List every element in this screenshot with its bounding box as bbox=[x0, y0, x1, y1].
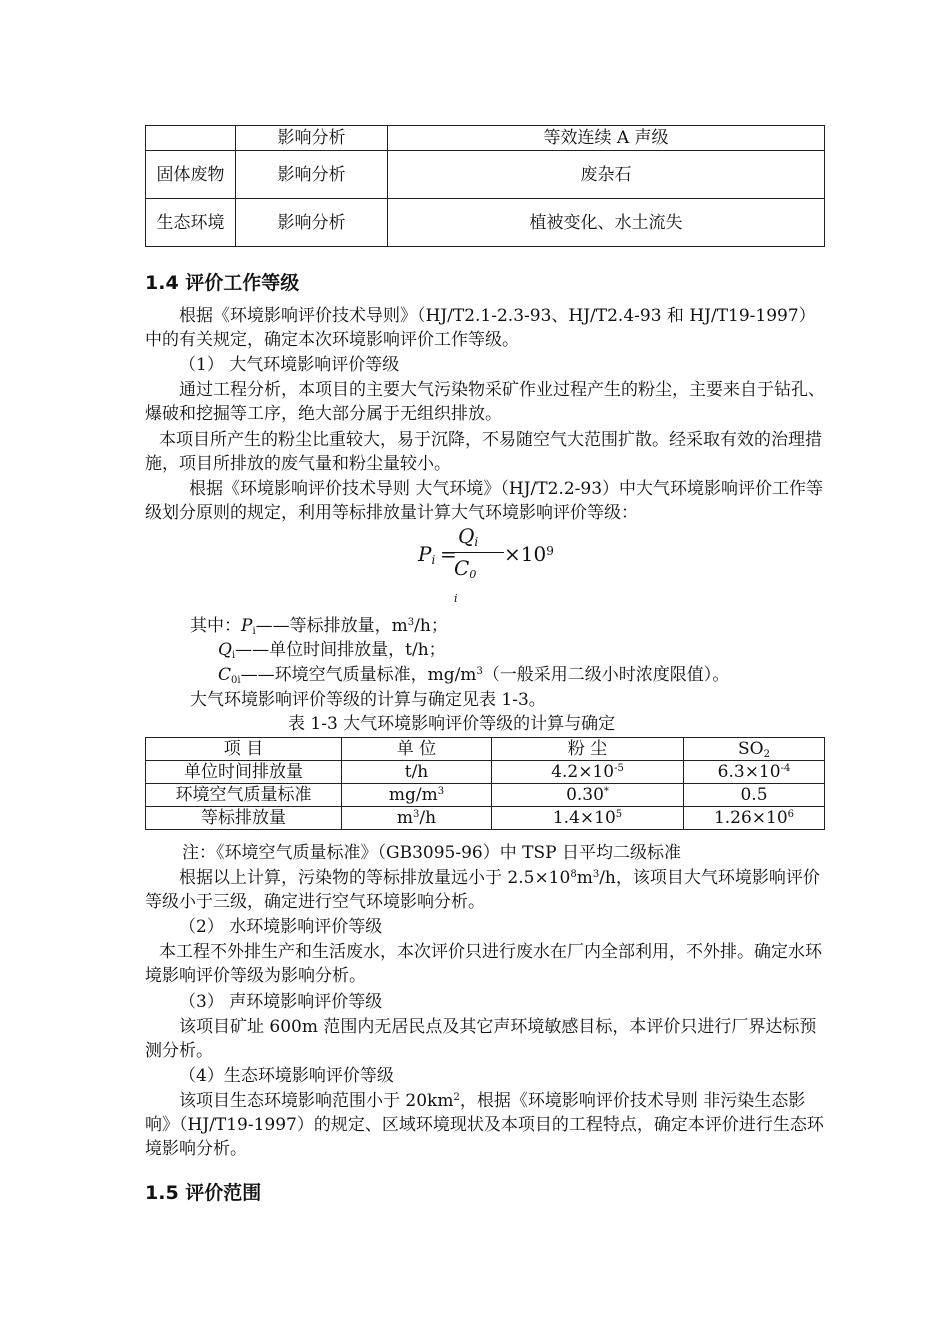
table-cell: 环境空气质量标准 bbox=[146, 784, 342, 807]
table-cell: 0.30* bbox=[492, 784, 684, 807]
table-cell bbox=[146, 126, 236, 151]
table-cell: 植被变化、水土流失 bbox=[388, 199, 825, 247]
table-cell: $4.2\times 10^{-5}$ bbox=[492, 761, 684, 784]
table-cell: 生态环境 bbox=[146, 199, 236, 247]
table-row bbox=[146, 807, 825, 830]
table-cell: $m^3/h$ bbox=[342, 807, 492, 830]
paragraph: 根据《环境影响评价技术导则 大气环境》（HJ/T2.2-93）中大气环境影响评价工作等级划分原则的规定，利用等标排放量计算大气环境影响评价等级： bbox=[145, 479, 824, 523]
air-grade-table bbox=[145, 737, 825, 830]
table-cell: t/h bbox=[342, 761, 492, 784]
subheading-ecology: （4）生态环境影响评价等级 bbox=[179, 1066, 394, 1086]
table-row bbox=[146, 151, 825, 199]
paragraph: 根据以上计算，污染物的等标排放量远小于 $2.5\times 10^8m^3/h$，该项目大气环境影响评价等级小于三级，确定进行空气环境影响分析。 bbox=[145, 868, 820, 912]
table-cell: 等效连续 A 声级 bbox=[388, 126, 825, 151]
paragraph: 根据《环境影响评价技术导则》（HJ/T2.1-2.3-93、HJ/T2.4-93 和 HJ/T19-1997）中的有关规定，确定本次环境影响评价工作等级。 bbox=[145, 306, 816, 350]
definition-qi: $Q_i——$单位时间排放量，t/h； bbox=[218, 640, 446, 661]
table-row bbox=[146, 761, 825, 784]
paragraph: 通过工程分析，本项目的主要大气污染物采矿作业过程产生的粉尘，主要来自于钻孔、爆破和挖掘等工序，绝大部分属于无组织排放。 bbox=[145, 380, 825, 424]
table-note: 注：《环境空气质量标准》（GB3095-96）中 TSP 日平均二级标准 bbox=[182, 843, 681, 863]
table-header: $SO_2$ bbox=[684, 738, 825, 761]
subheading-air: （1） 大气环境影响评价等级 bbox=[179, 355, 400, 375]
table-cell: 固体废物 bbox=[146, 151, 236, 199]
subheading-water: （2） 水环境影响评价等级 bbox=[179, 917, 383, 937]
table-header: 粉 尘 bbox=[492, 738, 684, 761]
table-cell: 等标排放量 bbox=[146, 807, 342, 830]
table-header-row bbox=[146, 738, 825, 761]
table-cell: 0.5 bbox=[684, 784, 825, 807]
section-heading-1-4: 1.4 评价工作等级 bbox=[145, 272, 300, 294]
definition-pi: 其中：$P_i——$等标排放量，$m^3/h$； bbox=[190, 616, 448, 637]
table-cell: 影响分析 bbox=[236, 126, 388, 151]
paragraph: 该项目生态环境影响范围小于 $20km^2$，根据《环境影响评价技术导则 非污染生态影响》（HJ/T19-1997）的规定、区域环境现状及本项目的工程特点，确定本评价进行生态环境影响分析。 bbox=[145, 1091, 824, 1159]
table-cell: 单位时间排放量 bbox=[146, 761, 342, 784]
subheading-noise: （3） 声环境影响评价等级 bbox=[179, 992, 383, 1012]
table-cell: $1.4\times 10^5$ bbox=[492, 807, 684, 830]
paragraph: 本工程不外排生产和生活废水，本次评价只进行废水在厂内全部利用，不外排。确定水环境影响评价等级为影响分析。 bbox=[145, 942, 822, 986]
table-cell: $6.3\times 10^{-4}$ bbox=[684, 761, 825, 784]
impact-table bbox=[145, 125, 825, 247]
paragraph: 本项目所产生的粉尘比重较大，易于沉降，不易随空气大范围扩散。经采取有效的治理措施，项目所排放的废气量和粉尘量较小。 bbox=[145, 430, 822, 474]
table-row bbox=[146, 199, 825, 247]
table-cell: 废杂石 bbox=[388, 151, 825, 199]
paragraph: 该项目矿址 600m 范围内无居民点及其它声环境敏感目标，本评价只进行厂界达标预测分析。 bbox=[145, 1017, 817, 1061]
table-caption: 表 1-3 大气环境影响评价等级的计算与确定 bbox=[288, 714, 616, 734]
table-cell: $mg/m^3$ bbox=[342, 784, 492, 807]
table-row bbox=[146, 126, 825, 151]
section-heading-1-5: 1.5 评价范围 bbox=[145, 1182, 262, 1204]
definition-c0i: $C_{0i}——$环境空气质量标准，$mg/m^3$（一般采用二级小时浓度限值）。 bbox=[218, 665, 730, 686]
table-row bbox=[146, 784, 825, 807]
table-cell: 影响分析 bbox=[236, 151, 388, 199]
table-header: 单 位 bbox=[342, 738, 492, 761]
paragraph: 大气环境影响评价等级的计算与确定见表 1-3。 bbox=[190, 690, 546, 710]
table-cell: 影响分析 bbox=[236, 199, 388, 247]
table-cell: $1.26\times 10^6$ bbox=[684, 807, 825, 830]
table-header: 项 目 bbox=[146, 738, 342, 761]
